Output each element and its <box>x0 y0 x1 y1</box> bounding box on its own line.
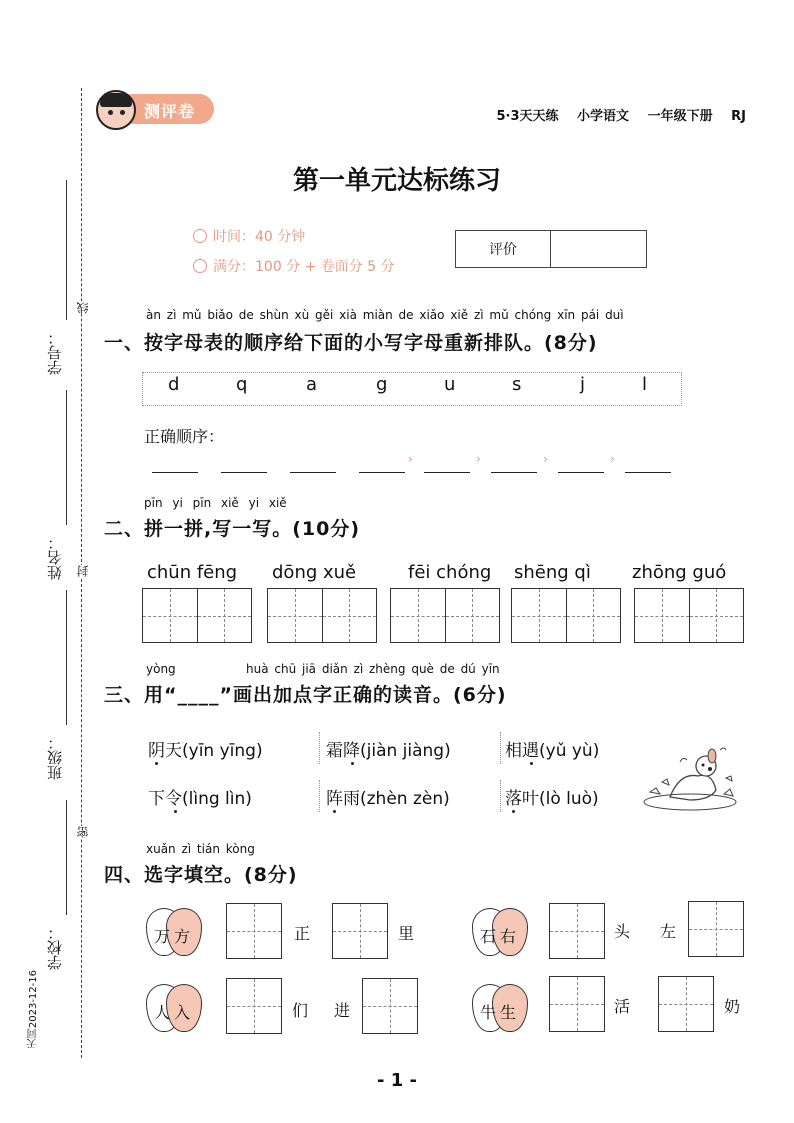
letters-box <box>142 372 682 406</box>
writing-grid[interactable] <box>634 588 744 643</box>
choice-char: 人 <box>154 1003 171 1022</box>
answer-blank[interactable] <box>290 472 336 473</box>
test-badge <box>96 90 214 130</box>
writing-grid[interactable] <box>511 588 621 643</box>
q1-pinyin: àn zì mǔ biǎo de shùn xù gěi xià miàn de xiǎo xiě zì mǔ chóng xīn pái duì <box>146 308 624 322</box>
time-text: 时间：40 分钟 <box>213 229 306 245</box>
pinyin-word: dōng xuě <box>272 562 357 583</box>
fill-box[interactable] <box>226 978 282 1034</box>
fill-box[interactable] <box>226 903 282 959</box>
field-class: 班级： <box>46 735 64 780</box>
answer-blank[interactable] <box>625 472 671 473</box>
avatar-icon <box>96 90 136 130</box>
reading-item[interactable]: 相遇(yǔ yù) <box>505 741 600 761</box>
dotted-separator <box>500 732 501 764</box>
letter-item: a <box>306 374 318 395</box>
reading-item[interactable]: 下令(lìng lìn) <box>148 789 252 809</box>
answer-blank[interactable] <box>424 472 470 473</box>
letter-item: s <box>512 374 522 395</box>
time-info <box>193 226 305 246</box>
check-icon <box>193 259 207 273</box>
q1-title: 一、按字母表的顺序给下面的小写字母重新排队。(8分) <box>104 332 598 354</box>
answer-blank[interactable] <box>558 472 604 473</box>
choice-char: 方 <box>174 927 191 946</box>
evaluation-field[interactable] <box>551 231 646 267</box>
context-char: 正 <box>294 924 311 943</box>
header-meta <box>482 105 746 124</box>
arrow-icon: › <box>408 452 413 466</box>
fill-box[interactable] <box>332 903 388 959</box>
context-char: 里 <box>398 924 415 943</box>
emphasis-dot <box>530 762 533 765</box>
reading-item[interactable]: 阴天(yīn yīng) <box>148 741 263 761</box>
field-student-id-line <box>66 180 67 320</box>
page-number: - 1 - <box>377 1070 417 1091</box>
context-char: 活 <box>614 997 631 1016</box>
page-title: 第一单元达标练习 <box>292 166 501 196</box>
pear-choice <box>472 902 518 956</box>
pinyin-word: zhōng guó <box>632 562 727 583</box>
series-name: 5·3天天练 <box>496 109 559 124</box>
evaluation-label: 评价 <box>456 231 551 267</box>
letter-item: d <box>168 374 180 395</box>
field-name: 姓名： <box>46 535 64 580</box>
field-class-line <box>66 590 67 725</box>
subject: 小学语文 <box>577 109 630 124</box>
print-date: 天同2023-12-16 <box>28 970 39 1049</box>
q3-pinyin-b: huà chū jiā diǎn zì zhèng què de dú yīn <box>246 662 500 676</box>
answer-blank[interactable] <box>152 472 198 473</box>
field-school-line <box>66 800 67 915</box>
field-student-id: 学号： <box>46 330 64 375</box>
q3-title: 三、用“____”画出加点字正确的读音。(6分) <box>104 684 507 706</box>
answer-blank[interactable] <box>359 472 405 473</box>
letter-item: q <box>236 374 248 395</box>
pinyin-word: chūn fēng <box>147 562 238 583</box>
q4-title: 四、选字填空。(8分) <box>104 864 298 886</box>
pear-choice <box>146 978 192 1032</box>
clock-icon <box>193 229 207 243</box>
pinyin-word: shēng qì <box>514 562 591 583</box>
pinyin-word: fēi chóng <box>408 562 492 583</box>
fill-box[interactable] <box>549 976 605 1032</box>
mark-seal: 封 <box>76 565 90 577</box>
field-name-line <box>66 390 67 525</box>
edition: RJ <box>731 109 746 124</box>
fill-box[interactable] <box>549 903 605 959</box>
q2-pinyin: pīn yi pīn xiě yi xiě <box>144 496 287 510</box>
dotted-separator <box>500 780 501 812</box>
fill-box[interactable] <box>362 978 418 1034</box>
letter-item: u <box>444 374 456 395</box>
dotted-separator <box>319 780 320 812</box>
pear-choice <box>146 902 192 956</box>
score-text: 满分：100 分 + 卷面分 5 分 <box>213 259 395 275</box>
reading-item[interactable]: 霜降(jiàn jiàng) <box>326 741 451 761</box>
field-school: 学校： <box>46 925 64 970</box>
score-info <box>193 256 395 276</box>
letter-item: g <box>376 374 388 395</box>
grade: 一年级下册 <box>647 109 713 124</box>
arrow-icon: › <box>476 452 481 466</box>
choice-char: 入 <box>174 1003 191 1022</box>
pear-choice <box>472 978 518 1032</box>
choice-char: 牛 <box>480 1003 497 1022</box>
choice-char: 生 <box>500 1003 517 1022</box>
answer-blank[interactable] <box>221 472 267 473</box>
choice-char: 石 <box>480 927 497 946</box>
context-char: 们 <box>292 1001 309 1020</box>
q4-pinyin: xuǎn zì tián kòng <box>146 842 255 856</box>
context-char: 进 <box>334 1001 351 1020</box>
dog-in-leaves-illustration <box>640 742 740 812</box>
fill-box[interactable] <box>658 976 714 1032</box>
emphasis-dot <box>333 810 336 813</box>
writing-grid[interactable] <box>390 588 500 643</box>
fill-box[interactable] <box>688 901 744 957</box>
badge-label: 测评卷 <box>144 102 196 121</box>
q3-pinyin-a: yòng <box>146 662 176 676</box>
answer-blank[interactable] <box>491 472 537 473</box>
arrow-icon: › <box>610 452 615 466</box>
emphasis-dot <box>174 810 177 813</box>
mark-secret: 密 <box>76 826 90 838</box>
evaluation-box <box>455 230 647 268</box>
letter-item: l <box>642 374 648 395</box>
emphasis-dot <box>351 762 354 765</box>
choice-char: 右 <box>500 927 517 946</box>
reading-item[interactable]: 阵雨(zhèn zèn) <box>326 789 450 809</box>
dotted-separator <box>319 732 320 764</box>
arrow-icon: › <box>543 452 548 466</box>
context-char: 奶 <box>724 997 741 1016</box>
q2-title: 二、拼一拼,写一写。(10分) <box>104 518 361 540</box>
mark-line: 线 <box>76 302 90 314</box>
choice-char: 万 <box>154 927 171 946</box>
writing-grid[interactable] <box>267 588 377 643</box>
reading-item[interactable]: 落叶(lò luò) <box>505 789 599 809</box>
letter-item: j <box>580 374 586 395</box>
writing-grid[interactable] <box>142 588 252 643</box>
order-label: 正确顺序： <box>144 427 225 446</box>
emphasis-dot <box>155 762 158 765</box>
emphasis-dot <box>512 810 515 813</box>
context-char: 左 <box>660 922 677 941</box>
context-char: 头 <box>614 922 631 941</box>
